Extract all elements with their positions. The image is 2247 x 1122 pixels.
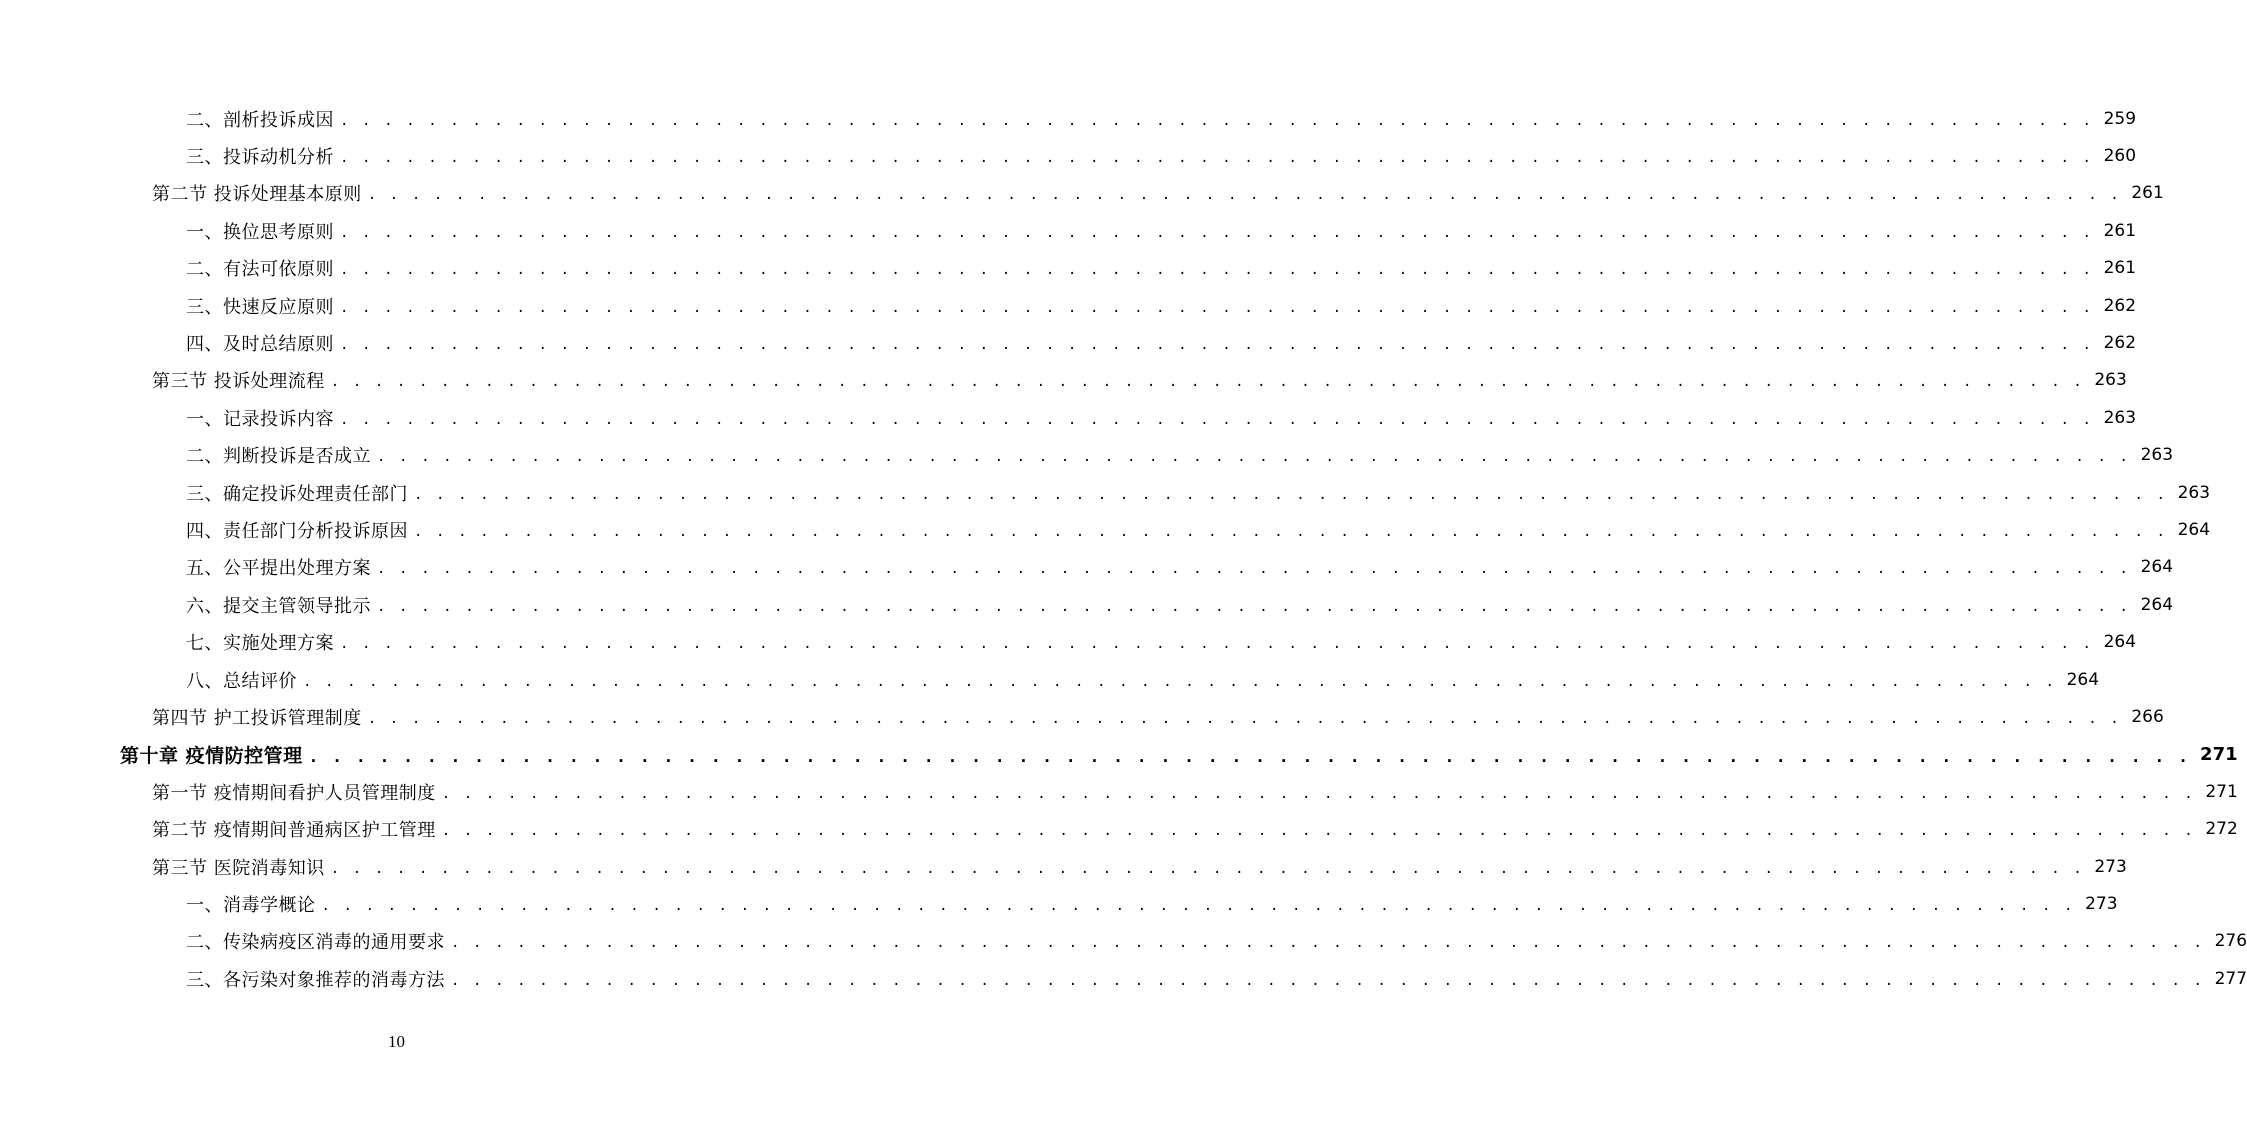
toc-section-entry	[0, 698, 2164, 735]
toc-chapter-entry	[0, 736, 2238, 773]
toc-section-entry	[0, 848, 2127, 885]
toc-section-entry	[0, 773, 2238, 810]
toc-entry-page: 264	[2066, 669, 2100, 690]
toc-entry-title: 第十章 疫情防控管理	[120, 744, 303, 767]
toc-dot-leader: . . . . . . . . . . . . . . . . . . . . . . . . . . . . . . . . . . . . . . . . . . . . . . . . . . . . . . . . . . . . . . . . . . . . . . . . . . . . . . . .	[340, 262, 2094, 279]
toc-dot-leader: . . . . . . . . . . . . . . . . . . . . . . . . . . . . . . . . . . . . . . . . . . . . . . . . . . . . . . . . . . . . . . . . . . . . . . . . . . . . . . . .	[441, 785, 2196, 802]
toc-dot-leader: . . . . . . . . . . . . . . . . . . . . . . . . . . . . . . . . . . . . . . . . . . . . . . . . . . . . . . . . . . . . . . . . . . . . . . . . . . . . . . . .	[451, 935, 2205, 952]
toc-entry-page: 264	[2140, 557, 2174, 578]
toc-subsection-entry	[0, 212, 2137, 249]
toc-subsection-entry	[0, 885, 2118, 922]
toc-dot-leader: . . . . . . . . . . . . . . . . . . . . . . . . . . . . . . . . . . . . . . . . . . . . . . . . . . . . . . . . . . . . . . . . . . . . . . . . . . . . . . . .	[340, 299, 2094, 316]
toc-entry-title: 八、总结评价	[186, 670, 297, 692]
toc-subsection-entry	[0, 549, 2174, 586]
toc-entry-page: 277	[2214, 968, 2247, 989]
toc-subsection-entry	[0, 437, 2174, 474]
toc-entry-page: 262	[2103, 333, 2137, 354]
toc-entry-title: 第三节 医院消毒知识	[152, 857, 325, 879]
toc-subsection-entry	[0, 923, 2247, 960]
toc-entry-page: 262	[2103, 295, 2137, 316]
toc-entry-title: 一、记录投诉内容	[186, 408, 334, 430]
toc-dot-leader: . . . . . . . . . . . . . . . . . . . . . . . . . . . . . . . . . . . . . . . . . . . . . . . . . . . . . . . . . . . . . . . . . . . . . . . . . . . . . . . .	[377, 598, 2131, 615]
toc-subsection-entry	[0, 137, 2137, 174]
toc-entry-page: 263	[2140, 445, 2174, 466]
toc-dot-leader: . . . . . . . . . . . . . . . . . . . . . . . . . . . . . . . . . . . . . . . . . . . . . . . . . . . . . . . . . . . . . . . . . . . . . . . . . . . . . . . .	[330, 860, 2085, 877]
toc-entry-page: 264	[2140, 594, 2174, 615]
toc-entry-page: 259	[2103, 108, 2137, 129]
toc-dot-leader: . . . . . . . . . . . . . . . . . . . . . . . . . . . . . . . . . . . . . . . . . . . . . . . . . . . . . . . . . . . . . . . . . . . . . . . . . . . . . . . .	[377, 449, 2131, 466]
toc-entry-title: 一、换位思考原则	[186, 221, 334, 243]
toc-entry-title: 第四节 护工投诉管理制度	[152, 707, 362, 729]
toc-dot-leader: . . . . . . . . . . . . . . . . . . . . . . . . . . . . . . . . . . . . . . . . . . . . . . . . . . . . . . . . . . . . . . . . . . . . . . . . . . . . . . . .	[377, 561, 2131, 578]
toc-subsection-entry	[0, 399, 2137, 436]
toc-dot-leader: . . . . . . . . . . . . . . . . . . . . . . . . . . . . . . . . . . . . . . . . . . . . . . . . . . . . . . . . . . . . . . . . . . . . . . . . . . . . . . . .	[330, 374, 2085, 391]
toc-entry-title: 三、快速反应原则	[186, 296, 334, 318]
toc-subsection-entry	[0, 474, 2211, 511]
toc-dot-leader: . . . . . . . . . . . . . . . . . . . . . . . . . . . . . . . . . . . . . . . . . . . . . . . . . . . . . . . . . . . . . . . . . . . . . . . . . . . . . . . .	[367, 187, 2122, 204]
toc-entry-page: 264	[2103, 632, 2137, 653]
toc-entry-title: 第二节 疫情期间普通病区护工管理	[152, 820, 436, 842]
page-number: 10	[388, 1032, 405, 1051]
toc-entry-title: 第三节 投诉处理流程	[152, 371, 325, 393]
toc-entry-page: 260	[2103, 146, 2137, 167]
toc-entry-title: 第二节 投诉处理基本原则	[152, 184, 362, 206]
toc-subsection-entry	[0, 324, 2137, 361]
toc-entry-page: 272	[2205, 819, 2238, 840]
toc-entry-page: 261	[2103, 220, 2137, 241]
toc-dot-leader: . . . . . . . . . . . . . . . . . . . . . . . . . . . . . . . . . . . . . . . . . . . . . . . . . . . . . . . . . . . . . . . . . . . . . . . . . . . . . . . .	[414, 486, 2168, 503]
toc-subsection-entry	[0, 100, 2137, 137]
toc-subsection-entry	[0, 661, 2100, 698]
toc-dot-leader: . . . . . . . . . . . . . . . . . . . . . . . . . . . . . . . . . . . . . . . . . . . . . . . . . . . . . . . . . . . . . . . . . . . . . . . . . . . . . . . .	[340, 150, 2094, 167]
toc-entry-title: 第一节 疫情期间看护人员管理制度	[152, 782, 436, 804]
toc-entry-title: 三、各污染对象推荐的消毒方法	[186, 969, 445, 991]
toc-dot-leader: . . . . . . . . . . . . . . . . . . . . . . . . . . . . . . . . . . . . . . . . . . . . . . . . . . . . . . . . . . . . . . . . . . . . . . . . . . . . . . . .	[340, 337, 2094, 354]
toc-subsection-entry	[0, 623, 2137, 660]
toc-section-entry	[0, 362, 2127, 399]
toc-dot-leader: . . . . . . . . . . . . . . . . . . . . . . . . . . . . . . . . . . . . . . . . . . . . . . . . . . . . . . . . . . . . . . . . . . . . . . . . . . . . . . . .	[367, 710, 2122, 727]
toc-entry-title: 三、确定投诉处理责任部门	[186, 483, 408, 505]
toc-subsection-entry	[0, 287, 2137, 324]
toc-entry-title: 五、公平提出处理方案	[186, 558, 371, 580]
toc-dot-leader: . . . . . . . . . . . . . . . . . . . . . . . . . . . . . . . . . . . . . . . . . . . . . . . . . . . . . . . . . . . . . . . . . . . . . . . . . . . . . . . .	[340, 112, 2094, 129]
toc-dot-leader: . . . . . . . . . . . . . . . . . . . . . . . . . . . . . . . . . . . . . . . . . . . . . . . . . . . . . . . . . . . . . . . . . . . . . . . . . . . . . . . .	[308, 746, 2191, 766]
toc-entry-page: 271	[2205, 781, 2238, 802]
toc-entry-title: 三、投诉动机分析	[186, 147, 334, 169]
toc-entry-page: 263	[2103, 407, 2137, 428]
toc-subsection-entry	[0, 511, 2211, 548]
toc-entry-title: 二、传染病疫区消毒的通用要求	[186, 932, 445, 954]
toc-section-entry	[0, 810, 2238, 847]
toc-subsection-entry	[0, 250, 2137, 287]
toc-dot-leader: . . . . . . . . . . . . . . . . . . . . . . . . . . . . . . . . . . . . . . . . . . . . . . . . . . . . . . . . . . . . . . . . . . . . . . . . . . . . . . . .	[441, 823, 2196, 840]
toc-entry-title: 七、实施处理方案	[186, 633, 334, 655]
toc-entry-page: 263	[2177, 482, 2211, 503]
toc-entry-title: 一、消毒学概论	[186, 894, 316, 916]
toc-dot-leader: . . . . . . . . . . . . . . . . . . . . . . . . . . . . . . . . . . . . . . . . . . . . . . . . . . . . . . . . . . . . . . . . . . . . . . . . . . . . . . . .	[451, 972, 2205, 989]
toc-dot-leader: . . . . . . . . . . . . . . . . . . . . . . . . . . . . . . . . . . . . . . . . . . . . . . . . . . . . . . . . . . . . . . . . . . . . . . . . . . . . . . . .	[340, 224, 2094, 241]
toc-entry-title: 二、判断投诉是否成立	[186, 446, 371, 468]
toc-dot-leader: . . . . . . . . . . . . . . . . . . . . . . . . . . . . . . . . . . . . . . . . . . . . . . . . . . . . . . . . . . . . . . . . . . . . . . . . . . . . . . . .	[321, 897, 2076, 914]
table-of-contents	[0, 100, 2247, 997]
toc-entry-page: 261	[2131, 183, 2164, 204]
toc-dot-leader: . . . . . . . . . . . . . . . . . . . . . . . . . . . . . . . . . . . . . . . . . . . . . . . . . . . . . . . . . . . . . . . . . . . . . . . . . . . . . . . .	[414, 523, 2168, 540]
toc-section-entry	[0, 175, 2164, 212]
toc-entry-page: 264	[2177, 519, 2211, 540]
toc-entry-page: 276	[2214, 931, 2247, 952]
toc-entry-page: 266	[2131, 706, 2164, 727]
toc-entry-title: 四、及时总结原则	[186, 334, 334, 356]
toc-subsection-entry	[0, 960, 2247, 997]
toc-entry-page: 273	[2094, 856, 2127, 877]
toc-dot-leader: . . . . . . . . . . . . . . . . . . . . . . . . . . . . . . . . . . . . . . . . . . . . . . . . . . . . . . . . . . . . . . . . . . . . . . . . . . . . . . . .	[340, 411, 2094, 428]
toc-entry-title: 二、有法可依原则	[186, 259, 334, 281]
toc-subsection-entry	[0, 586, 2174, 623]
toc-entry-page: 263	[2094, 370, 2127, 391]
toc-dot-leader: . . . . . . . . . . . . . . . . . . . . . . . . . . . . . . . . . . . . . . . . . . . . . . . . . . . . . . . . . . . . . . . . . . . . . . . . . . . . . . . .	[303, 673, 2057, 690]
toc-entry-page: 261	[2103, 258, 2137, 279]
toc-entry-title: 四、责任部门分析投诉原因	[186, 520, 408, 542]
toc-entry-title: 二、剖析投诉成因	[186, 109, 334, 131]
toc-entry-page: 273	[2085, 893, 2118, 914]
toc-entry-page: 271	[2200, 743, 2238, 765]
toc-dot-leader: . . . . . . . . . . . . . . . . . . . . . . . . . . . . . . . . . . . . . . . . . . . . . . . . . . . . . . . . . . . . . . . . . . . . . . . . . . . . . . . .	[340, 636, 2094, 653]
toc-entry-title: 六、提交主管领导批示	[186, 595, 371, 617]
